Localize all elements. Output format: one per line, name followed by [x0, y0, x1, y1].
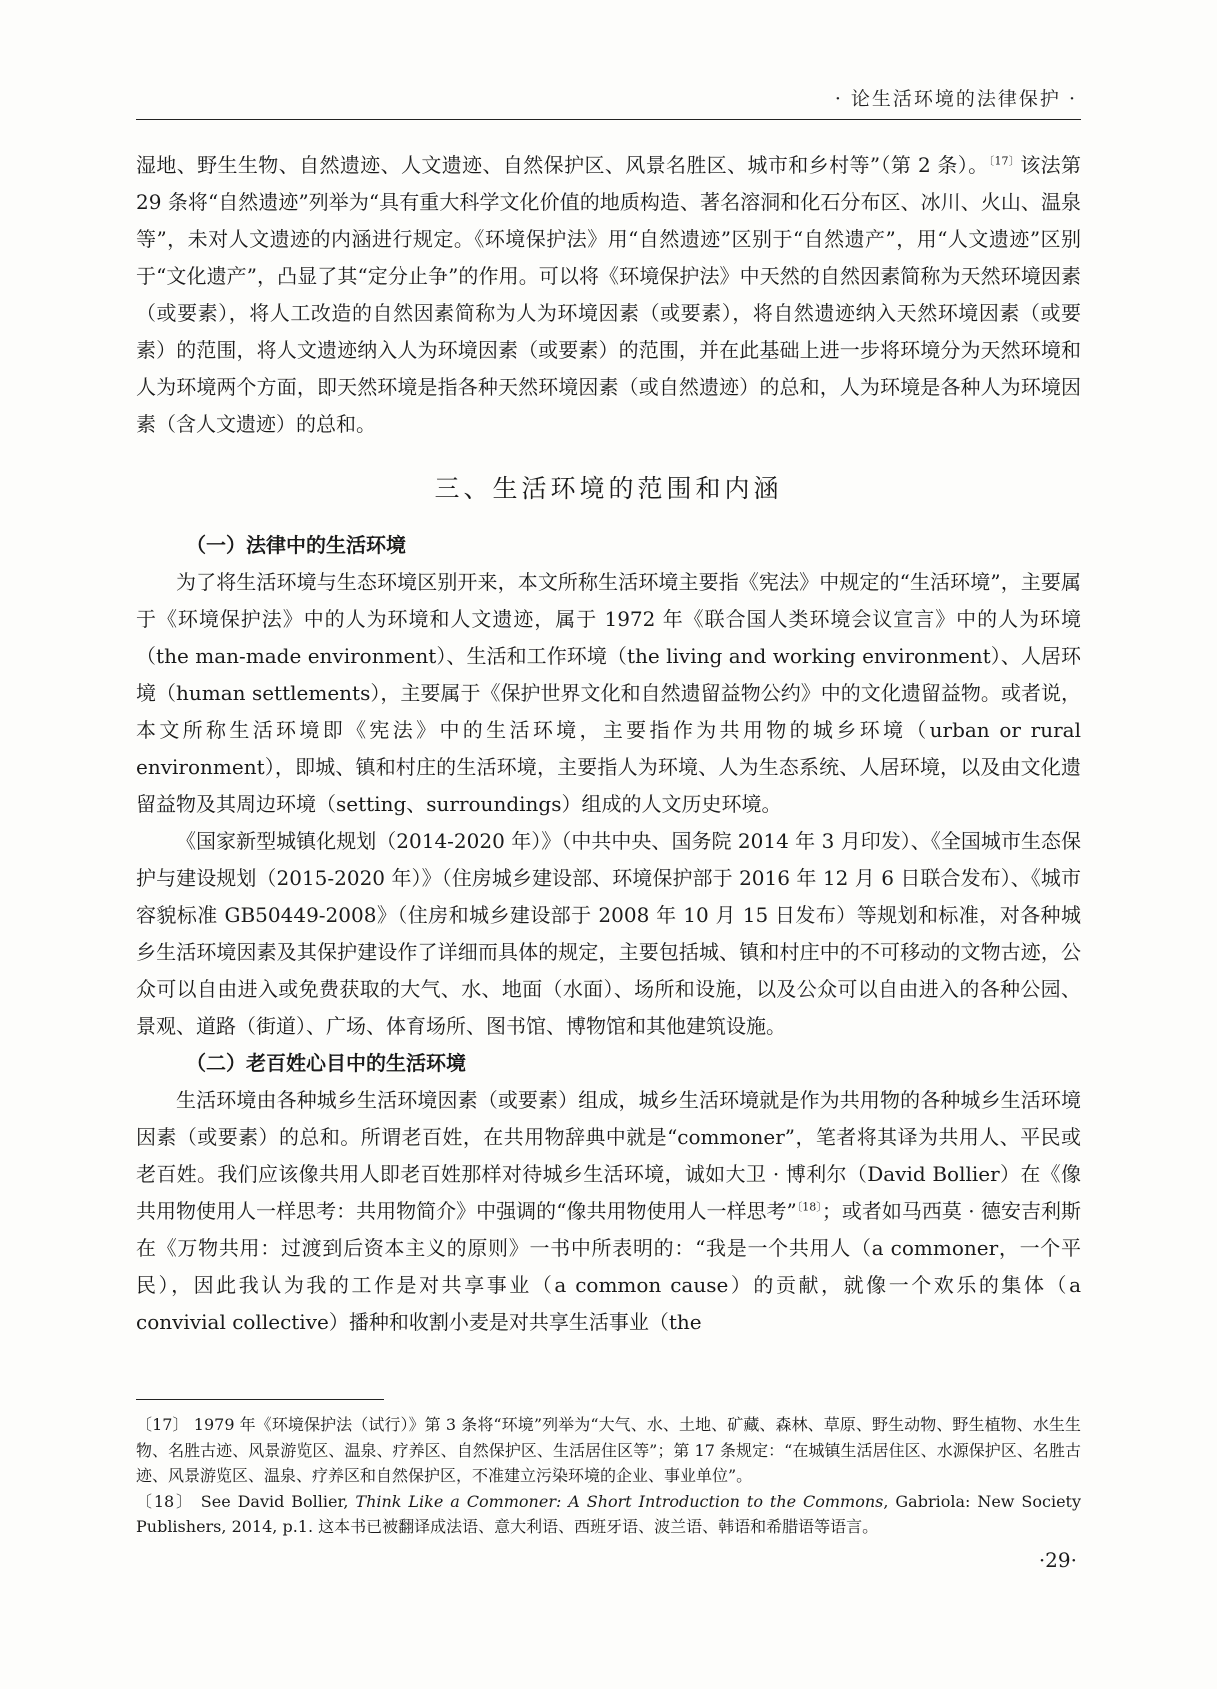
page-number: ·29· [1038, 1548, 1077, 1572]
body-text [136, 147, 1081, 1341]
footnote-18-prefix: 〔18〕 See David Bollier, [136, 1491, 356, 1511]
footnote-ref-17[interactable]: 〔17〕 [988, 154, 1021, 168]
footnote-18 [136, 1489, 1081, 1540]
footnotes [136, 1412, 1081, 1540]
paragraph-4 [136, 1082, 1081, 1341]
paragraph-2: 为了将生活环境与生态环境区别开来，本文所称生活环境主要指《宪法》中规定的“生活环境”，主要属于《环境保护法》中的人为环境和人文遗迹，属于 1972 年《联合国人类环境会议宣言》中的人为环境（the man-made environment）、生活和工作环境（the living and working environment）、人居环境（human settlements），主要属于《保护世界文化和自然遗留益物公约》中的文化遗留益物。或者说，本文所称生活环境即《宪法》中的生活环境，主要指作为共用物的城乡环境（urban or rural environment），即城、镇和村庄的生活环境，主要指人为环境、人为生态系统、人居环境，以及由文化遗留益物及其周边环境（setting、surroundings）组成的人文历史环境。 [136, 570, 1081, 816]
paragraph-1-text: 湿地、野生生物、自然遗迹、人文遗迹、自然保护区、风景名胜区、城市和乡村等”（第 2 条）。 [136, 153, 989, 177]
subheading-2: （二）老百姓心目中的生活环境 [186, 1051, 466, 1075]
subheading-1: （一）法律中的生活环境 [186, 533, 406, 557]
header-rule [136, 119, 1081, 120]
footnote-17: 〔17〕 1979 年《环境保护法（试行）》第 3 条将“环境”列举为“大气、水、土地、矿藏、森林、草原、野生动物、野生植物、水生生物、名胜古迹、风景游览区、温泉、疗养区、自然保护区、生活居住区等”；第 17 条规定：“在城镇生活居住区、水源保护区、名胜古迹、风景游览区、温泉、疗养区和自然保护区，不准建立污染环境的企业、事业单位”。 [136, 1415, 1081, 1485]
footnote-rule [136, 1399, 384, 1400]
running-head: · 论生活环境的法律保护 · [834, 88, 1077, 110]
paragraph-1 [136, 147, 1081, 443]
paragraph-4-rest: ；或者如马西莫 · 德安吉利斯在《万物共用：过渡到后资本主义的原则》一书中所表明的：“我是一个共用人（a commoner，一个平民），因此我认为我的工作是对共享事业（a common cause）的贡献，就像一个欢乐的集体（a convivial collective）播种和收割小麦是对共享生活事业（the [136, 1199, 1082, 1334]
footnote-18-book-title: Think Like a Commoner: A Short Introduction to the Commons [355, 1491, 884, 1511]
paragraph-1-rest: 该法第 29 条将“自然遗迹”列举为“具有重大科学文化价值的地质构造、著名溶洞和化石分布区、冰川、火山、温泉等”，未对人文遗迹的内涵进行规定。《环境保护法》用“自然遗迹”区别于“自然遗产”，用“人文遗迹”区别于“文化遗产”，凸显了其“定分止争”的作用。可以将《环境保护法》中天然的自然因素简称为天然环境因素（或要素），将人工改造的自然因素简称为人为环境因素（或要素），将自然遗迹纳入天然环境因素（或要素）的范围，将人文遗迹纳入人为环境因素（或要素）的范围，并在此基础上进一步将环境分为天然环境和人为环境两个方面，即天然环境是指各种天然环境因素（或自然遗迹）的总和，人为环境是各种人为环境因素（含人文遗迹）的总和。 [136, 153, 1082, 436]
paragraph-3: 《国家新型城镇化规划（2014-2020 年）》（中共中央、国务院 2014 年 3 月印发）、《全国城市生态保护与建设规划（2015-2020 年）》（住房城乡建设部、环境保护部于 2016 年 12 月 6 日联合发布）、《城市容貌标准 GB50449-2008》（住房和城乡建设部于 2008 年 10 月 15 日发布）等规划和标准，对各种城乡生活环境因素及其保护建设作了详细而具体的规定，主要包括城、镇和村庄中的不可移动的文物古迹，公众可以自由进入或免费获取的大气、水、地面（水面）、场所和设施，以及公众可以自由进入的各种公园、景观、道路（街道）、广场、体育场所、图书馆、博物馆和其他建筑设施。 [136, 829, 1081, 1038]
footnote-ref-18[interactable]: 〔18〕 [796, 1200, 822, 1214]
footnote-18-suffix: , Gabriola: New Society Publishers, 2014, p.1. 这本书已被翻译成法语、意大利语、西班牙语、波兰语、韩语和希腊语等语言。 [136, 1491, 1082, 1536]
section-heading: 三、生活环境的范围和内涵 [434, 474, 783, 503]
paragraph-4-text: 生活环境由各种城乡生活环境因素（或要素）组成，城乡生活环境就是作为共用物的各种城乡生活环境因素（或要素）的总和。所谓老百姓，在共用物辞典中就是“commoner”，笔者将其译为共用人、平民或老百姓。我们应该像共用人即老百姓那样对待城乡生活环境，诚如大卫 · 博利尔（David Bollier）在《像共用物使用人一样思考：共用物简介》中强调的“像共用物使用人一样思考” [136, 1088, 1081, 1223]
